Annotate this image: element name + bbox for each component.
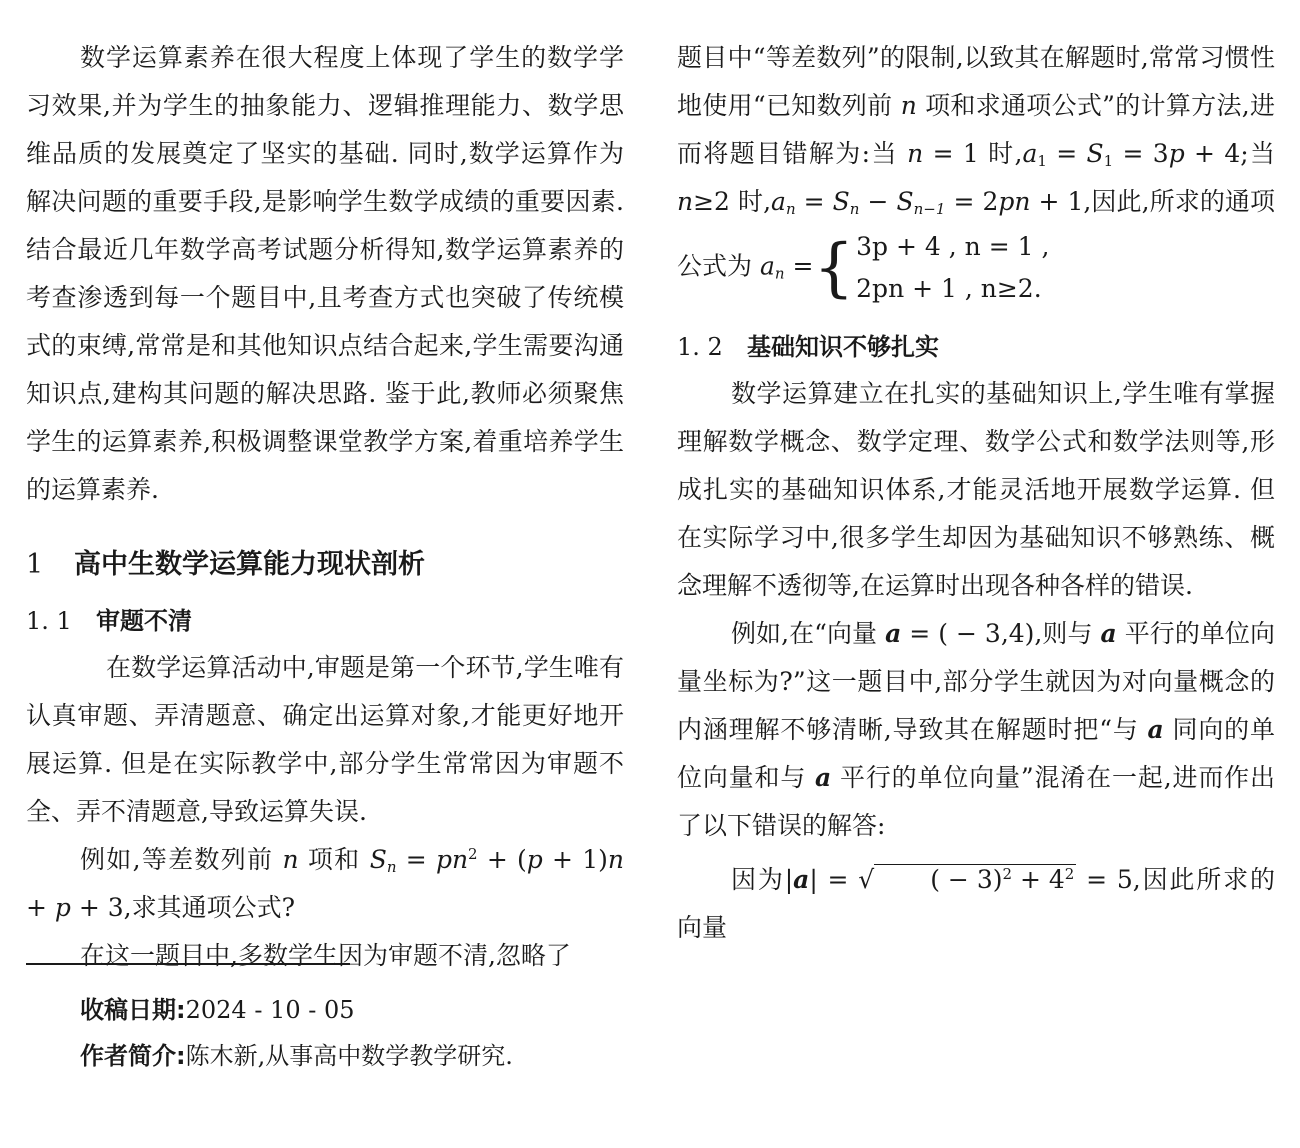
right-column <box>677 34 1275 952</box>
footnote-author <box>80 1038 513 1074</box>
section-title: 高中生数学运算能力现状剖析 <box>74 549 425 580</box>
footnote-received <box>80 992 355 1028</box>
paragraph-basic-knowledge: 数学运算建立在扎实的基础知识上,学生唯有掌握理解数学概念、数学定理、数学公式和数学法则等,形成扎实的基础知识体系,才能灵活地开展数学运算. 但在实际学习中,很多学生却因为基础知识不够熟练、概念理解不透彻等,在运算时出现各种各样的错误. <box>677 379 1275 600</box>
example-arithmetic-sequence: 例如,等差数列前 n 项和 $S_n = pn^2 + (p + 1)n + p + 3$,求其通项公式? <box>26 845 624 922</box>
left-brace: { <box>813 231 855 305</box>
paragraph-vector-magnitude: 因为|a| = √ ( − $3)^2 + 4^2 = 5$,因此所求的向量 <box>677 865 1275 942</box>
case-1: 3p + 4 , n = 1 , <box>856 232 1050 261</box>
intro-paragraph: 数学运算素养在很大程度上体现了学生的数学学习效果,并为学生的抽象能力、逻辑推理能力、数学思维品质的发展奠定了坚实的基础. 同时,数学运算作为解决问题的重要手段,是影响学生数学成绩的重要因素. 结合最近几年数学高考试题分析得知,数学运算素养的考查渗透到每一个题目中,且考查方式也突破了传统模式的束缚,常常是和其他知识点结合起来,学生需要沟通知识点,建构其问题的解决思路. 鉴于此,教师必须聚焦学生的运算素养,积极调整课堂教学方案,着重培养学生的运算素养. <box>26 43 624 504</box>
left-column <box>26 34 624 980</box>
piecewise-cases <box>856 226 1049 310</box>
author-value: 陈木新,从事高中数学教学研究. <box>185 1042 513 1070</box>
case-2: 2pn + 1 , n≥2. <box>856 274 1042 303</box>
paragraph-reading-problem: 在数学运算活动中,审题是第一个环节,学生唯有认真审题、弄清题意、确定出运算对象,才能更好地开展运算. 但是在实际教学中,部分学生常常因为审题不全、弄不清题意,导致运算失误. <box>26 653 624 826</box>
example-vector: 例如,在“向量 a = ( − 3,4),则与 a 平行的单位向量坐标为?”这一题目中,部分学生就因为对向量概念的内涵理解不够清晰,导致其在解题时把“与 a 同向的单位向量和与 a 平行的单位向量”混淆在一起,进而作出了以下错误的解答: <box>677 619 1275 840</box>
footnote-divider <box>26 963 350 965</box>
section-number: 1. 1 <box>26 607 72 635</box>
section-1-heading <box>26 540 624 590</box>
section-1-2-heading <box>677 324 1275 370</box>
received-label: 收稿日期: <box>80 996 186 1024</box>
section-title: 基础知识不够扎实 <box>747 333 939 361</box>
section-number: 1 <box>26 549 44 580</box>
section-number: 1. 2 <box>677 333 723 361</box>
section-1-1-heading <box>26 598 624 644</box>
paragraph-wrong-solution: 题目中“等差数列”的限制,以致其在解题时,常常习惯性地使用“已知数列前 n 项和求通项公式”的计算方法,进而将题目错解为:当 n = 1 时$,a_1 = S_1 = 3p + 4$;当 n≥2 时$,a_n = S_n - S_{n-1} = 2pn + 1$,因此,所求的通项公式为 $a_n =\{3p + 4$ , n = 1 , 2pn + 1 , n≥2. <box>677 34 1275 310</box>
sqrt-radicand: ( − $3)^2 + 4^2$ <box>874 864 1076 895</box>
author-label: 作者简介: <box>80 1042 186 1070</box>
paragraph-continuation: 在这一题目中,多数学生因为审题不清,忽略了 <box>80 941 571 970</box>
sqrt-sign: √ <box>858 865 875 894</box>
received-value: 2024 - 10 - 05 <box>185 996 355 1024</box>
section-title: 审题不清 <box>96 607 192 635</box>
